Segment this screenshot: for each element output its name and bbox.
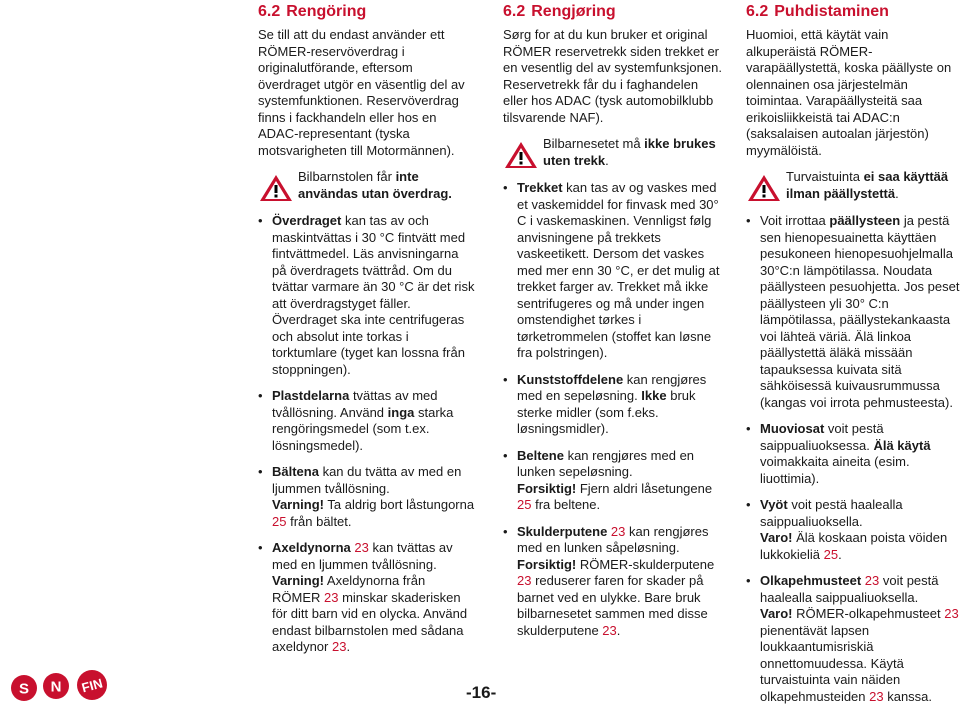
column-finnish	[746, 0, 960, 715]
instruction-list	[258, 213, 476, 656]
list-item: • Beltene kan rengjøres med en lunken sepeløsning. Forsiktig! Fjern aldri låsetungene 25 fra beltene.	[503, 448, 725, 514]
language-badge-fin	[77, 670, 107, 700]
warning-text: Turvaistuinta ei saa käyttää ilman päällystettä.	[786, 169, 949, 201]
list-item: • Vyöt voit pestä haalealla saippualiuoksella. Varo! Älä koskaan poista vöiden lukkokieliä 25.	[746, 497, 960, 563]
intro-paragraph: Huomioi, että käytät vain alkuperäistä RÖMER-varapäällystettä, koska päällyste on olennainen osa järjestelmän toimintaa. Varapäällysteitä saa erikoisliikkeistä tai ADAC:n (saksalaisen autoalan järjestön) myymälöistä.	[746, 27, 952, 158]
section-heading: 6.2 Puhdistaminen	[746, 3, 889, 20]
list-item: • Trekket kan tas av og vaskes med et vaskemiddel for finvask med 30° C i vaskemaskinen. Vennligst følg anvisningene på trekkets vaskeetikett. Dersom det vaskes med mer enn 30 °C, er det mulig at trekket farger av. Trekket må ikke sentrifugeres og må under ingen omstendighet tørkes i tørketrommelen (stoffet kan løsne fra polstringen).	[503, 180, 725, 362]
language-badge-s	[11, 675, 37, 701]
svg-text:S: S	[18, 680, 30, 698]
section-heading: 6.2 Rengjøring	[503, 3, 616, 20]
svg-text:N: N	[50, 678, 62, 696]
section-heading: 6.2 Rengöring	[258, 3, 367, 20]
warning-text: Bilbarnstolen får inte användas utan överdrag.	[298, 169, 452, 201]
warning-triangle-icon	[503, 140, 539, 170]
intro-paragraph: Se till att du endast använder ett RÖMER-reservöverdrag i originalutförande, eftersom överdraget utgör en väsentlig del av systemfunktionen. Reservöverdrag finns i fackhandeln eller hos en ADAC-representant (tyska motsvarigheten till Motormännen).	[258, 27, 465, 158]
list-item: • Olkapehmusteet 23 voit pestä haalealla saippualiuoksella. Varo! RÖMER-olkapehmusteet 23 pienentävät lapsen loukkaantumisriskiä onnettomuudessa. Käytä turvaistuinta vain näiden olkapehmusteiden 23 kanssa.	[746, 573, 960, 705]
instruction-list	[503, 180, 725, 639]
language-badges	[10, 668, 110, 702]
warning-box	[503, 136, 725, 170]
warning-box	[746, 169, 960, 203]
language-badge-n	[43, 673, 69, 699]
column-swedish	[258, 0, 476, 666]
list-item: • Skulderputene 23 kan rengjøres med en lunken såpeløsning. Forsiktig! RÖMER-skulderputene 23 reduserer faren for skader på barnet ved en ulykke. Bare bruk bilbarnesetet sammen med disse skulderputene 23.	[503, 524, 725, 640]
warning-text: Bilbarnesetet må ikke brukes uten trekk.	[543, 136, 716, 168]
instruction-list	[746, 213, 960, 705]
column-norwegian	[503, 0, 725, 649]
list-item: • Kunststoffdelene kan rengjøres med en sepeløsning. Ikke bruk sterke midler (som f.eks. løsningsmidler).	[503, 372, 725, 438]
warning-triangle-icon	[746, 173, 782, 203]
list-item: • Plastdelarna tvättas av med tvållösning. Använd inga starka rengöringsmedel (som t.ex. lösningsmedel).	[258, 388, 476, 454]
list-item: • Muoviosat voit pestä saippualiuoksessa. Älä käytä voimakkaita aineita (esim. liuottimia).	[746, 421, 960, 487]
list-item: • Överdraget kan tas av och maskintvättas i 30 °C fintvätt med fintvättmedel. Läs anvisningarna på överdragets tvättråd. Om du tvättar varmare än 30 °C är det risk att överdragstyget fäller. Överdraget ska inte centrifugeras och absolut inte torkas i torktumlare (tyget kan lossna från stoppningen).	[258, 213, 476, 378]
svg-text:FIN: FIN	[80, 675, 105, 696]
list-item: • Voit irrottaa päällysteen ja pestä sen hienopesuainetta käyttäen pesukoneen hienopesuohjelmalla 30°C:n lämpötilassa. Noudata päällysteen pesuohjetta. Jos peset päällysteen yli 30° C:n lämpötilassa, päällystekankaasta voi lähteä väriä. Älä linkoa päällystettä äläkä missään tapauksessa kuivata sitä sähköisessä kuivausrummussa (kangas voi irrota pehmusteesta).	[746, 213, 960, 411]
list-item: • Axeldynorna 23 kan tvättas av med en ljummen tvållösning. Varning! Axeldynorna från RÖMER 23 minskar skaderisken för ditt barn vid en olycka. Använd endast bilbarnstolen med sådana axeldynor 23.	[258, 540, 476, 656]
list-item: • Bältena kan du tvätta av med en ljummen tvållösning. Varning! Ta aldrig bort låstungorna 25 från bältet.	[258, 464, 476, 530]
intro-paragraph: Sørg for at du kun bruker et original RÖMER reservetrekk siden trekket er en vesentlig del av systemfunksjonen. Reservetrekk får du i faghandelen eller hos ADAC (tysk automobilklubb tilsvarende NAF).	[503, 27, 722, 125]
warning-triangle-icon	[258, 173, 294, 203]
page-number: -16-	[466, 683, 497, 702]
warning-box	[258, 169, 476, 203]
